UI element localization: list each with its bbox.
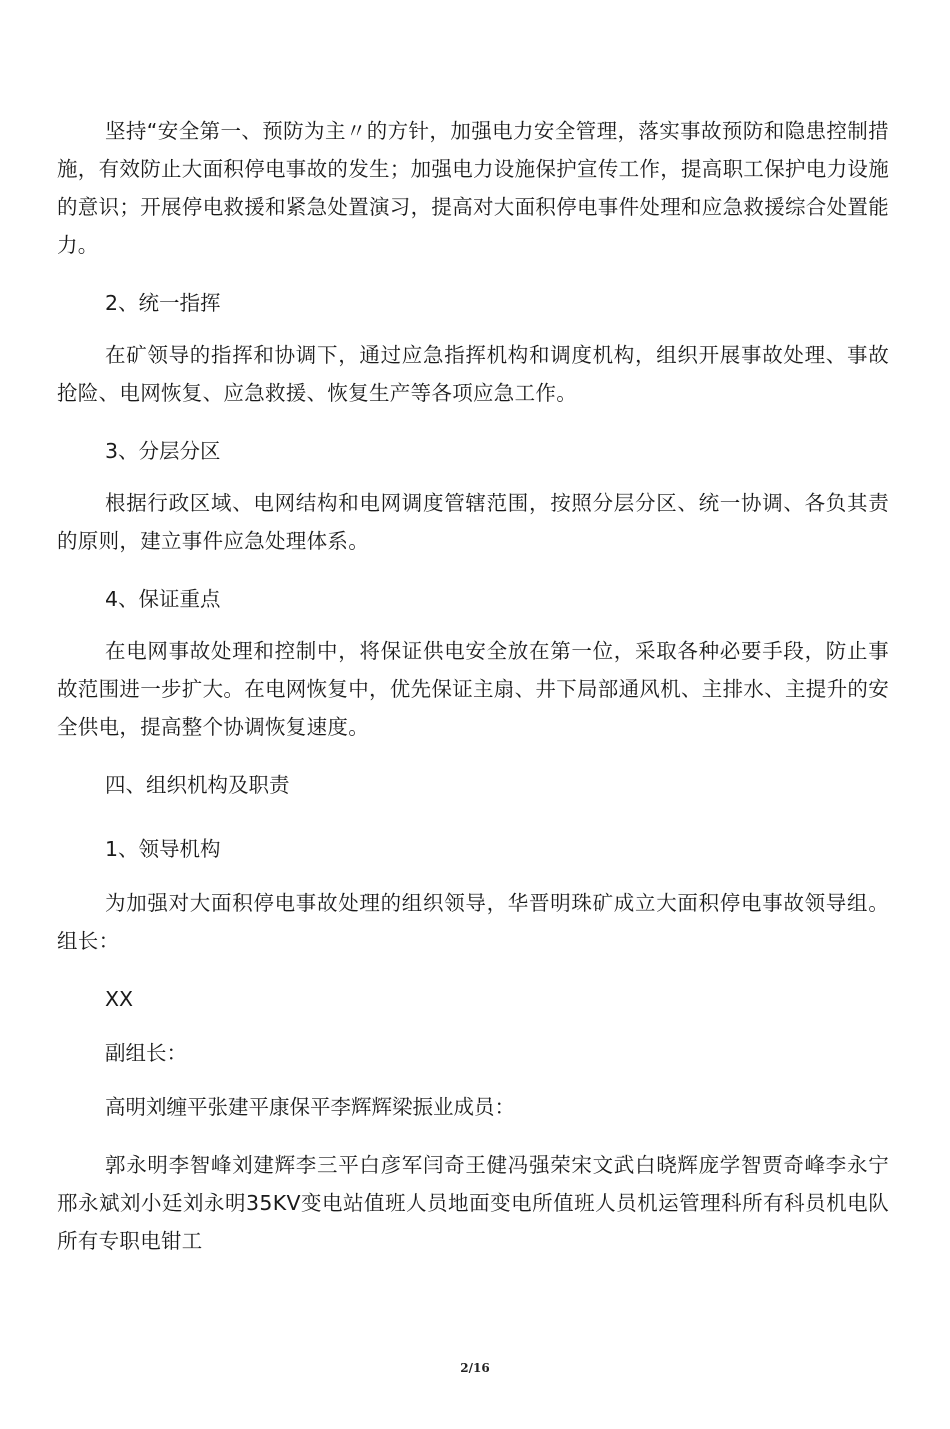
- document-body: [57, 112, 889, 1260]
- heading-leadership: 1、领导机构: [105, 837, 221, 861]
- paragraph-key-priorities: 在电网事故处理和控制中，将保证供电安全放在第一位，采取各种必要手段，防止事故范围进一步扩大。在电网恢复中，优先保证主扇、井下局部通风机、主排水、主提升的安全供电，提高整个协调恢复速度。: [57, 639, 889, 739]
- heading-layered-zoning: 3、分层分区: [105, 439, 221, 463]
- paragraph-unified-command: 在矿领导的指挥和协调下，通过应急指挥机构和调度机构，组织开展事故处理、事故抢险、电网恢复、应急救援、恢复生产等各项应急工作。: [57, 343, 889, 405]
- deputy-leaders-list: 高明刘缠平张建平康保平李辉辉梁振业成员：: [105, 1095, 515, 1119]
- heading-unified-command: 2、统一指挥: [105, 291, 221, 315]
- paragraph-layered-zoning: 根据行政区域、电网结构和电网调度管辖范围，按照分层分区、统一协调、各负其责的原则，建立事件应急处理体系。: [57, 491, 889, 553]
- paragraph-principle-safety: 坚持“安全第一、预防为主〃的方针，加强电力安全管理，落实事故预防和隐患控制措施，有效防止大面积停电事故的发生；加强电力设施保护宣传工作，提高职工保护电力设施的意识；开展停电救援和紧急处置演习，提高对大面积停电事件处理和应急救援综合处置能力。: [57, 119, 889, 257]
- heading-organization: 四、组织机构及职责: [105, 773, 290, 797]
- page-number: 2/16: [460, 1361, 490, 1375]
- heading-key-priorities: 4、保证重点: [105, 587, 221, 611]
- paragraph-leadership-group: 为加强对大面积停电事故处理的组织领导，华晋明珠矿成立大面积停电事故领导组。组长：: [57, 891, 889, 953]
- deputy-leader-label: 副组长：: [105, 1041, 187, 1065]
- members-list: 郭永明李智峰刘建辉李三平白彦军闫奇王健冯强荣宋文武白晓辉庞学智贾奇峰李永宁邢永斌刘小廷刘永明35KV变电站值班人员地面变电所值班人员机运管理科所有科员机电队所有专职电钳工: [57, 1153, 889, 1253]
- group-leader-name: XX: [105, 987, 134, 1011]
